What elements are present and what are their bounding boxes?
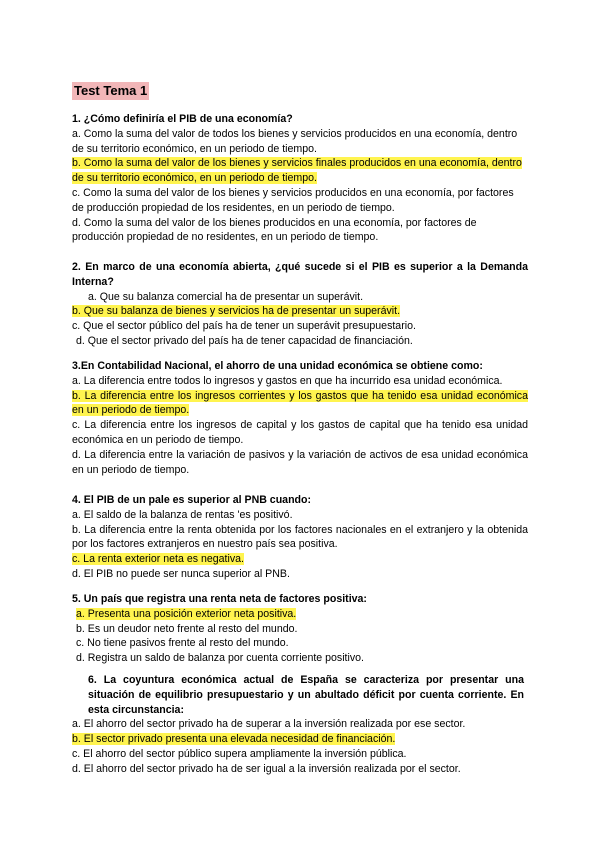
option-c-correct xyxy=(72,552,528,567)
option-c: c. Como la suma del valor de los bienes y servicios producidos en una economía, por factores de producción propiedad de los residentes, en un periodo de tiempo. xyxy=(72,186,514,214)
option-b-correct xyxy=(72,304,528,319)
question-4 xyxy=(72,493,528,582)
highlight: b. El sector privado presenta una elevada necesidad de financiación. xyxy=(72,733,396,746)
question-1 xyxy=(72,112,528,245)
question-text: 6. La coyuntura económica actual de España se caracteriza por presentar una situación de equilibrio presupuestario y un abultado déficit por cuenta corriente. En esta circunstancia: xyxy=(88,674,524,716)
option-a: a. El saldo de la balanza de rentas 'es positivó. xyxy=(72,508,293,521)
option-b-correct xyxy=(72,732,528,747)
option-c: c. El ahorro del sector público supera ampliamente la inversión pública. xyxy=(72,747,407,760)
option-c: c. Que el sector público del país ha de tener un superávit presupuestario. xyxy=(72,320,416,333)
highlight: b. Que su balanza de bienes y servicios ha de presentar un superávit. xyxy=(72,305,401,318)
highlight: b. La diferencia entre los ingresos corrientes y los gastos que ha tenido esa unidad económica en un periodo de tiempo. xyxy=(72,389,528,417)
option-b: b. La diferencia entre la renta obtenida por los factores nacionales en el extranjero y la obtenida por los factores extranjeros en nuestro país sea positiva. xyxy=(72,523,528,551)
question-text: 5. Un país que registra una renta neta de factores positiva: xyxy=(72,593,367,605)
question-6 xyxy=(72,673,528,777)
question-text: 1. ¿Cómo definiría el PIB de una economía? xyxy=(72,113,293,125)
option-d: d. Que el sector privado del país ha de tener capacidad de financiación. xyxy=(76,334,413,347)
page-title: Test Tema 1 xyxy=(74,83,148,98)
option-c: c. No tiene pasivos frente al resto del mundo. xyxy=(76,637,289,650)
option-a: a. Como la suma del valor de todos los bienes y servicios producidos en una economía, dentro de su territorio económico, en un periodo de tiempo. xyxy=(72,127,518,155)
question-text: 4. El PIB de un pale es superior al PNB cuando: xyxy=(72,494,312,506)
option-a: a. Que su balanza comercial ha de presentar un superávit. xyxy=(88,290,364,303)
question-3 xyxy=(72,359,528,477)
option-b: b. Es un deudor neto frente al resto del mundo. xyxy=(76,622,298,635)
question-2 xyxy=(72,260,528,349)
highlight: c. La renta exterior neta es negativa. xyxy=(72,553,244,566)
highlight: b. Como la suma del valor de los bienes y servicios finales producidos en una economía, dentro de su territorio económico, en un periodo de tiempo. xyxy=(72,157,522,185)
option-b-correct xyxy=(72,389,528,419)
option-c: c. La diferencia entre los ingresos de capital y los gastos de capital que ha tenido esa unidad económica en un periodo de tiempo. xyxy=(72,419,528,446)
option-a: a. La diferencia entre todos lo ingresos y gastos en que ha incurrido esa unidad económica. xyxy=(72,374,503,387)
option-a: a. El ahorro del sector privado ha de superar a la inversión realizada por ese sector. xyxy=(72,718,466,731)
question-text: 2. En marco de una economía abierta, ¿qué sucede si el PIB es superior a la Demanda Interna? xyxy=(72,261,528,288)
highlight: a. Presenta una posición exterior neta positiva. xyxy=(76,607,297,620)
option-d: d. El ahorro del sector privado ha de ser igual a la inversión realizada por el sector. xyxy=(72,762,461,775)
option-d: d. Como la suma del valor de los bienes producidos en una economía, por factores de producción propiedad de no residentes, en un periodo de tiempo. xyxy=(72,216,477,244)
option-d: d. El PIB no puede ser nunca superior al PNB. xyxy=(72,567,290,580)
option-a-correct xyxy=(72,607,528,622)
option-d: d. La diferencia entre la variación de pasivos y la variación de activos de esa unidad económica en un periodo de tiempo. xyxy=(72,448,528,476)
question-5 xyxy=(72,592,528,666)
option-b-correct xyxy=(72,156,528,186)
option-d: d. Registra un saldo de balanza por cuenta corriente positivo. xyxy=(76,652,364,665)
question-text: 3.En Contabilidad Nacional, el ahorro de una unidad económica se obtiene como: xyxy=(72,360,483,372)
